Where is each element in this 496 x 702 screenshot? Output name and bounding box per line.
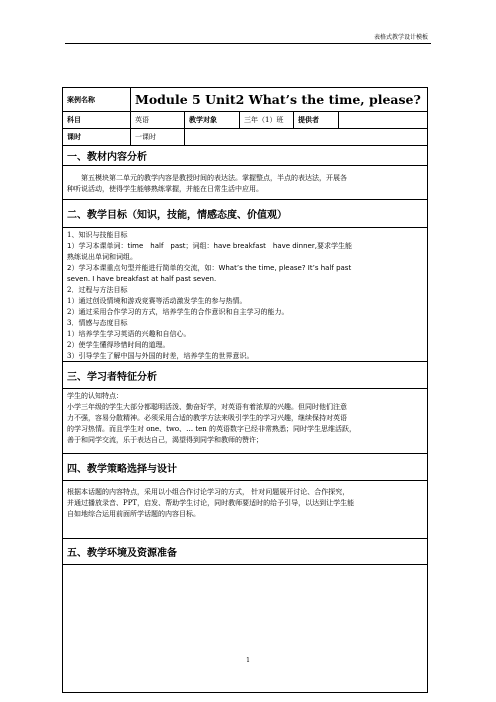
lesson-plan-table [62, 87, 428, 693]
text-line: 根据本话题的内容特点，采用以小组合作讨论学习的方式， 针对问题展开讨论、合作探究， [67, 488, 350, 496]
subject-label: 科目 [63, 112, 131, 128]
case-name-row [63, 88, 427, 112]
text-line: 并通过播放录音、PPT，启发、帮助学生讨论，同时教师要适时的给予引导，以达到让学生能 [67, 499, 355, 507]
section-title-5: 五、教学环境及资源准备 [67, 548, 177, 559]
period-empty [185, 129, 427, 145]
text-line: 力不强，容易分散精神。必须采用合适的教学方法来吸引学生的学习兴趣，继续保持对英语 [67, 414, 347, 422]
case-title: Module 5 Unit2 What’s the time, please? [135, 92, 421, 107]
page-number: 1 [246, 657, 250, 664]
period-value: 一课时 [131, 129, 185, 145]
text-line: 自如地综合运用前面所学话题的内容目标。 [67, 510, 200, 518]
target-label: 教学对象 [185, 112, 240, 128]
text-line: 1）学习本课单词：time half past；词组：have breakfast have dinner,要求学生能 [67, 242, 352, 250]
period-row [63, 129, 427, 146]
text-line: 2．过程与方法目标 [67, 286, 128, 294]
section-heading-3 [63, 362, 427, 389]
section-body-2 [63, 228, 427, 362]
text-line: 1）通过创设情境和游戏竞赛等活动激发学生的参与热情。 [67, 297, 247, 305]
text-line: 3．情感与态度目标 [67, 319, 128, 327]
text-line: 种听说活动，使得学生能够熟练掌握，并能在日常生活中应用。 [67, 185, 263, 193]
case-name-label: 案例名称 [63, 88, 131, 111]
section-title-1: 一、教材内容分析 [67, 152, 147, 163]
section-heading-5 [63, 539, 427, 565]
section-body-5 [63, 565, 427, 692]
target-value: 三年（1）班 [240, 112, 294, 128]
section-heading-1 [63, 146, 427, 166]
section-body-4 [63, 481, 427, 539]
text-line: 熟练说出单词和词组。 [67, 253, 137, 261]
section-body-1 [63, 166, 427, 200]
provider-value [339, 112, 427, 128]
text-line: 2）使学生懂得珍惜时间的道理。 [67, 341, 170, 349]
text-line: 2）学习本课重点句型并能进行简单的交流，如：What’s the time, please? It’s half past [67, 264, 352, 272]
section-title-4: 四、教学策略选择与设计 [67, 463, 177, 475]
text-line: seven. I have breakfast at half past seven. [67, 275, 217, 283]
text-line: 第五模块第二单元的教学内容是教授时间的表达法。掌握整点，半点的表达法，开展各 [81, 174, 347, 182]
page-header: 表格式教学设计模板 [373, 34, 428, 41]
text-line: 2）通过采用合作学习的方式，培养学生的合作意识和自主学习的能力。 [67, 308, 289, 316]
header-rule [65, 43, 431, 44]
text-line: 3）引导学生了解中国与外国的时差，培养学生的世界意识。 [67, 352, 254, 360]
text-line: 善于和同学交流，乐于表达自己，渴望得到同学和教师的赞许； [67, 436, 263, 444]
section-title-3: 三、学习者特征分析 [67, 371, 157, 383]
section-body-3 [63, 389, 427, 454]
text-line: 小学三年级的学生大部分都聪明活泼、勤奋好学，对英语有着浓厚的兴趣。但同时他们注意 [67, 403, 347, 411]
text-line: 学生的认知特点： [67, 392, 123, 400]
section-heading-2 [63, 200, 427, 228]
text-line: 1）培养学生学习英语的兴趣和自信心。 [67, 330, 191, 338]
subject-value: 英语 [131, 112, 185, 128]
text-line: 的学习热情。而且学生对 one、two、… ten 的英语数字已经非常熟悉；同时学生思维活跃， [67, 425, 357, 433]
period-label: 课时 [63, 129, 131, 145]
subject-row [63, 112, 427, 129]
provider-label: 提供者 [294, 112, 339, 128]
section-title-2: 二、教学目标（知识，技能，情感态度、价值观） [67, 210, 287, 221]
text-line: 1、知识与技能目标 [67, 231, 128, 239]
section-heading-4 [63, 454, 427, 481]
